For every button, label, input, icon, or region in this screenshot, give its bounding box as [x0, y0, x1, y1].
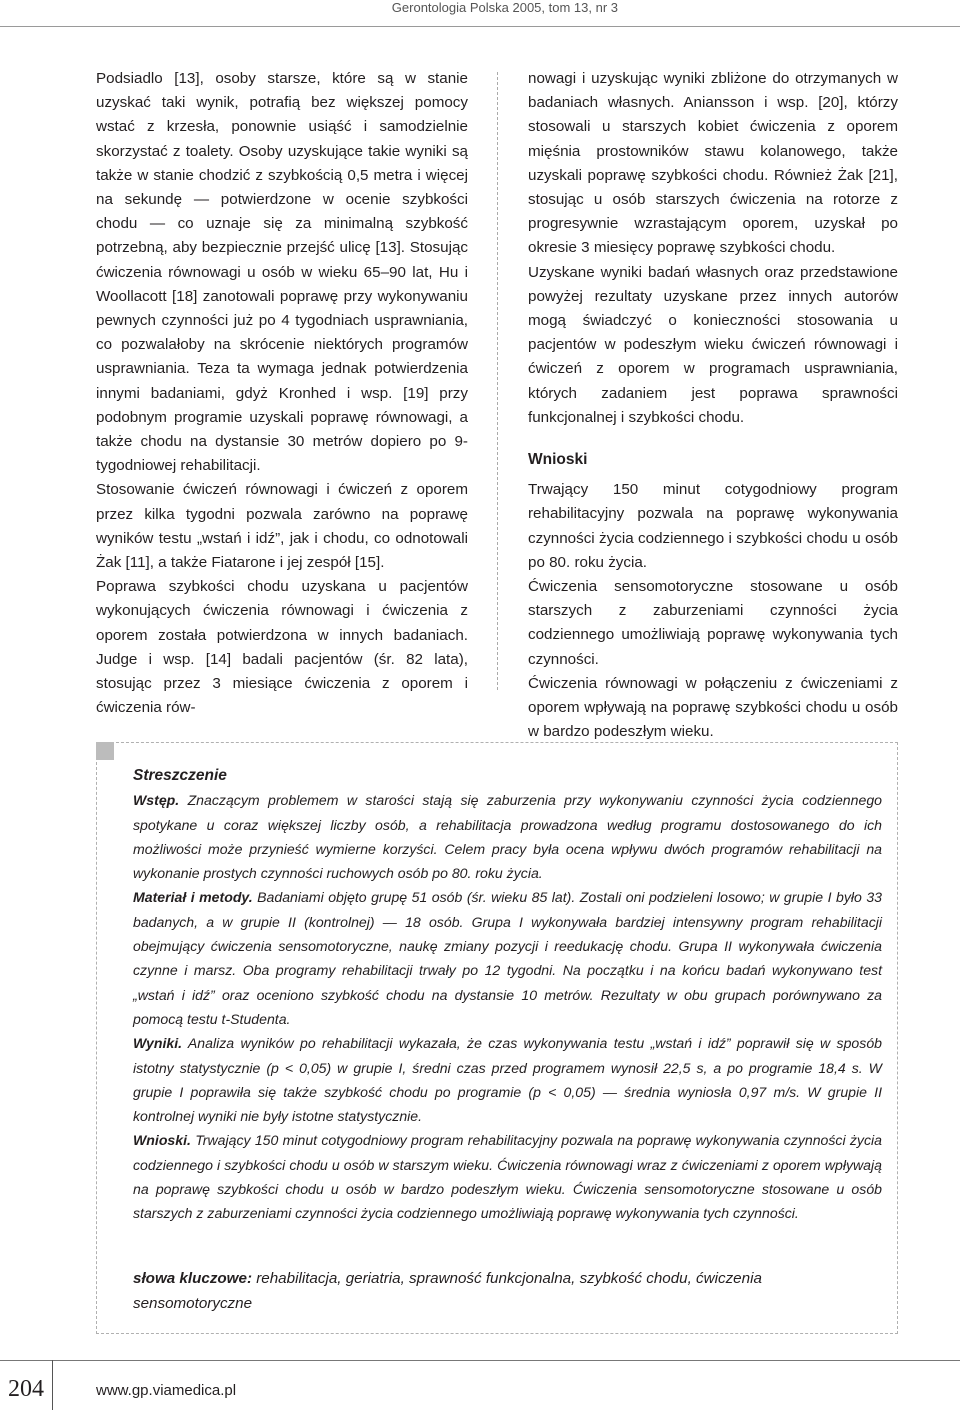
abstract-section-text: Znaczącym problemem w starości stają się zaburzenia przy wykonywaniu czynności życia codziennego spotykane u coraz większej liczby osób, a rehabilitacja prowadzona według programu dostosowanego do ich możliwości może przynieść wymierne korzyści. Celem pracy była ocena wpływu dwóch programów rehabilitacji na wykonanie prostych czynności ruchowych osób po 80. roku życia. [133, 792, 882, 882]
keywords-text: rehabilitacja, geriatria, sprawność funkcjonalna, szybkość chodu, ćwiczenia sensomotoryczne [133, 1270, 762, 1312]
running-head [0, 0, 960, 27]
keywords [133, 1267, 878, 1316]
abstract-section-label: Wnioski. [133, 1132, 191, 1149]
keywords-label: słowa kluczowe: [133, 1270, 253, 1287]
abstract [133, 764, 882, 1226]
body-paragraph: Poprawa szybkości chodu uzyskana u pacjentów wykonujących ćwiczenia równowagi i ćwiczenia z oporem została potwierdzona w innych badaniach. Judge i wsp. [14] badali pacjentów (śr. 82 lata), stosując przez 3 miesiące ćwiczenia z oporem i ćwiczenia rów- [96, 578, 468, 717]
abstract-section-label: Wstęp. [133, 792, 180, 809]
abstract-section-text: Analiza wyników po rehabilitacji wykazała, że czas wykonywania testu „wstań i idź” poprawił się w sposób istotny statystycznie (p < 0,05) w grupie I, średni czas przed programem wynosił 22,5 s, a po programie 18,4 s. W grupie I poprawiła się także szybkość chodu po programie (p < 0,05) — średnia wyniosła 0,97 m/s. W grupie II kontrolnej wyniki nie były istotne statystycznie. [133, 1035, 882, 1125]
right-column [528, 67, 898, 744]
abstract-marker-square [96, 742, 114, 760]
abstract-section-methods [133, 885, 882, 1031]
abstract-title: Streszczenie [133, 767, 227, 784]
body-paragraph: nowagi i uzyskując wyniki zbliżone do otrzymanych w badaniach własnych. Aniansson i wsp. [20], którzy stosowali u starszych kobiet ćwiczenia z oporem mięśnia prostowników stawu kolanowego, także uzyskali poprawę szybkości chodu. Również Żak [21], stosując u osób starszych ćwiczenia na rotorze z progresywnie wzrastającym oporem, uzyskał po okresie 3 miesięcy poprawę szybkości chodu. [528, 70, 898, 257]
abstract-section-introduction [133, 788, 882, 885]
conclusion-item: Ćwiczenia sensomotoryczne stosowane u osób starszych z zaburzeniami czynności życia codziennego umożliwiają poprawę wykonywania tych czynności. [528, 578, 898, 668]
abstract-section-results [133, 1031, 882, 1128]
journal-citation: Gerontologia Polska 2005, tom 13, nr 3 [391, 0, 618, 15]
page-number: 204 [8, 1376, 44, 1402]
body-paragraph: Stosowanie ćwiczeń równowagi i ćwiczeń z oporem przez kilka tygodni pozwala zarówno na poprawę wyników testu „wstań i idź”, jak i chodu, co odnotowali Żak [11], a także Fiatarone i jej zespół [15]. [96, 481, 468, 572]
conclusion-item: Ćwiczenia równowagi w połączeniu z ćwiczeniami z oporem wpływają na poprawę szybkości chodu u osób w bardzo podeszłym wieku. [528, 674, 898, 741]
abstract-section-label: Materiał i metody. [133, 889, 253, 906]
abstract-section-label: Wyniki. [133, 1035, 183, 1052]
left-column [96, 67, 468, 720]
abstract-section-text: Badaniami objęto grupę 51 osób (śr. wieku 85 lat). Zostali oni podzieleni losowo; w grupie I było 33 badanych, a w grupie II (kontrolnej) — 18 osób. Grupa I wykonywała bardziej intensywny program rehabilitacji obejmujący ćwiczenia sensomotoryczne, naukę zmiany pozycji i reedukację chodu. Grupa II wykonywała ćwiczenia czynne i marsz. Oba programy rehabilitacji trwały po 12 tygodni. Na początku i na końcu badań wykonywano test „wstań i idź” oraz oceniono szybkość chodu na dystansie 10 metrów. Rezultaty w obu grupach porównywano za pomocą testu t-Studenta. [133, 889, 882, 1027]
website-link[interactable]: www.gp.viamedica.pl [96, 1382, 237, 1399]
abstract-section-text: Trwający 150 minut cotygodniowy program rehabilitacyjny pozwala na poprawę wykonywania czynności życia codziennego i szybkości chodu u osób w starszym wieku. Ćwiczenia równowagi wraz z ćwiczeniami z oporem wpływają na poprawę szybkości chodu u osób w bardzo podeszłym wieku. Ćwiczenia sensomotoryczne stosowane u osób starszych z zaburzeniami czynności życia codziennego umożliwiają poprawę wykonywania tych czynności. [133, 1132, 882, 1222]
conclusion-item: Trwający 150 minut cotygodniowy program rehabilitacyjny pozwala na poprawę wykonywania czynności życia codziennego i szybkości chodu u osób po 80. roku życia. [528, 481, 898, 571]
column-divider [497, 72, 498, 690]
body-paragraph: Podsiadlo [13], osoby starsze, które są w stanie uzyskać taki wynik, potrafią bez większej pomocy wstać z krzesła, ponownie usiąść i samodzielnie skorzystać z toalety. Osoby uzyskujące takie wyniki są także w stanie chodzić z szybkością 0,5 metra i więcej na sekundę — potwierdzone w ocenie szybkości chodu — co uznaje się za minimalną szybkość potrzebną, aby bezpiecznie przejść ulicę [13]. Stosując ćwiczenia równowagi u osób w wieku 65–90 lat, Hu i Woollacott [18] zanotowali poprawę przy wykonywaniu pewnych czynności już po 4 tygodniach usprawniania, co pozwalałoby na skrócenie niektórych programów usprawniania. Teza ta wymaga jednak potwierdzenia innymi badaniami, gdyż Kronhed i wsp. [19] przy podobnym programie uzyskali poprawę równowagi, a także chodu na dystansie 30 metrów dopiero po 9-tygodniowej rehabilitacji. [96, 70, 468, 475]
conclusions-heading: Wnioski [528, 451, 588, 469]
footer-divider [52, 1360, 53, 1410]
body-paragraph: Uzyskane wyniki badań własnych oraz przedstawione powyżej rezultaty uzyskane przez innych autorów mogą świadczyć o konieczności stosowania u pacjentów w podeszłym wieku ćwiczeń równowagi i ćwiczeń z oporem w programach usprawniania, których zadaniem jest poprawa sprawności funkcjonalnej i szybkości chodu. [528, 263, 898, 426]
footer-rule [0, 1360, 960, 1361]
abstract-section-conclusions [133, 1128, 882, 1225]
